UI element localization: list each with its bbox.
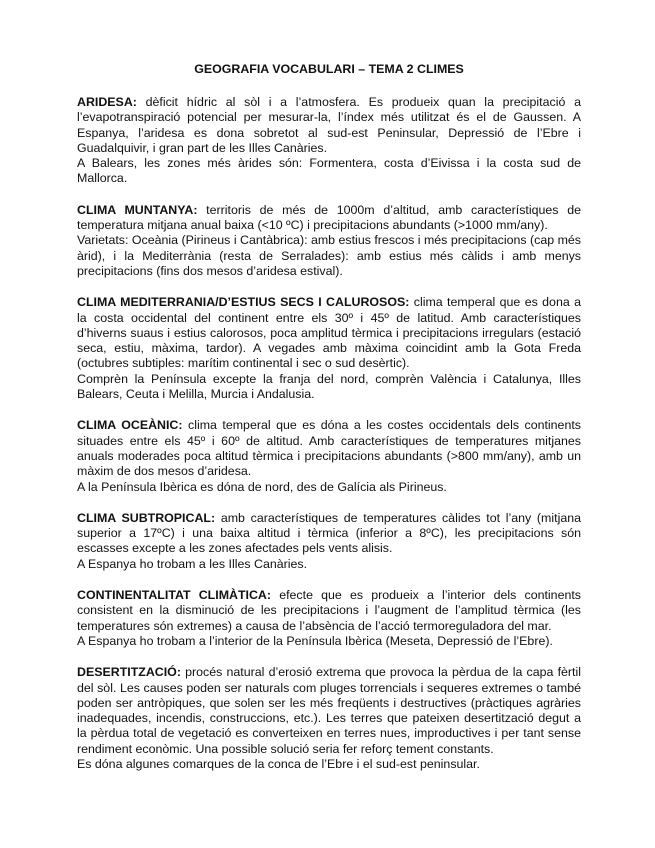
- entry-aridesa: [77, 95, 581, 187]
- entry-definition-paragraph: [77, 588, 581, 634]
- entry-desertitzacio: [77, 665, 581, 772]
- entry-definition: dèficit hídric al sòl i a l’atmosfera. Es produeix quan la precipitació a l’evapotranspiració potencial per mesurar-la, l’índex més utilitzat és el de Gaussen. A Espanya, l’aridesa es dona sobretot al sud-est Peninsular, Depressió de l’Ebre i Guadalquivir, i gran part de les Illes Canàries.: [77, 95, 581, 155]
- entry-definition: clima temperal que es dóna a les costes occidentals dels continents situades entre els 45º i 60º de altitud. Amb característiques de temperatures mitjanes anuals moderades poca altitud tèrmica i precipitacions abundants (>800 mm/any), amb un màxim de dos mesos d’aridesa.: [77, 418, 581, 479]
- entry-term: DESERTITZACIÓ:: [77, 665, 181, 680]
- entry-note: A Balears, les zones més àrides són: Formentera, costa d’Eivissa i la costa sud de Mallorca.: [77, 156, 581, 186]
- entry-note: A Espanya ho trobam a les Illes Canàries.: [77, 556, 308, 571]
- entry-definition-paragraph: [77, 665, 581, 757]
- entry-term: CONTINENTALITAT CLIMÀTICA:: [77, 588, 272, 603]
- entry-note: A la Península Ibèrica es dóna de nord, des de Galícia als Pirineus.: [77, 479, 447, 494]
- entry-term: ARIDESA:: [77, 95, 137, 109]
- entry-note: Es dóna algunes comarques de la conca de l’Ebre i el sud-est peninsular.: [77, 756, 480, 771]
- entry-term: CLIMA OCEÀNIC:: [77, 418, 183, 433]
- entry-term: CLIMA MUNTANYA:: [77, 202, 198, 217]
- entry-definition-paragraph: [77, 95, 581, 156]
- entry-clima-oceanic: [77, 418, 581, 494]
- entry-definition-paragraph: [77, 511, 581, 557]
- entry-definition-paragraph: [77, 418, 581, 479]
- entry-definition: procés natural d’erosió extrema que provoca la pèrdua de la capa fèrtil del sòl. Les causes poden ser naturals com pluges torrencials i sequeres extremes o també poden ser antròpiques, que solen ser les més freqüents i destructives (pràctiques agràries inadequades, incendis, construccions, etc.). Les terres que pateixen desertització degut a la pèrdua total de vegetació es converteixen en terres nues, improductives i per tant sense rendiment econòmic. Una possible solució seria fer reforç tement constants.: [77, 665, 581, 756]
- entry-clima-muntanya: [77, 203, 581, 279]
- entry-note: A Espanya ho trobam a l’interior de la Península Ibèrica (Meseta, Depressió de l’Ebre).: [77, 633, 553, 648]
- entry-definition-paragraph: [77, 295, 581, 371]
- entry-note: Comprèn la Península excepte la franja del nord, comprèn València i Catalunya, Illes Balears, Ceuta i Melilla, Murcia i Andalusia.: [77, 371, 581, 402]
- entry-continentalitat-climatica: [77, 588, 581, 649]
- entry-term: CLIMA MEDITERRANIA/D’ESTIUS SECS I CALUROSOS:: [77, 295, 410, 310]
- entry-definition-paragraph: [77, 203, 581, 234]
- entry-definition: efecte que es produeix a l’interior dels continents consistent en la disminució de les precipitacions i l’augment de l’amplitud tèrmica (les temperatures són extremes) a causa de l’absència de l’acció termoreguladora del mar.: [77, 588, 581, 633]
- entry-clima-subtropical: [77, 511, 581, 572]
- entry-note: Varietats: Oceània (Pirineus i Cantàbrica): amb estius frescos i més precipitacions (cap més àrid), i la Mediterrània (resta de Serralades): amb estius més càlids i amb menys precipitacions (fins dos mesos d’aridesa estival).: [77, 233, 581, 278]
- entry-definition: amb característiques de temperatures càlides tot l’any (mitjana superior a 17ºC) i una baixa altitud i tèrmica (inferior a 8ºC), les precipitacions són escasses excepte a les zones afectades pels vents alisis.: [77, 510, 582, 556]
- entry-definition: territoris de més de 1000m d’altitud, amb característiques de temperatura mitjana anual baixa (<10 ºC) i precipitacions abundants (>1000 mm/any).: [77, 202, 581, 233]
- entry-definition: clima temperal que es dona a la costa occidental del continent entre els 30º i 45º de latitud. Amb característiques d’hiverns suaus i estius calorosos, poca amplitud tèrmica i precipitacions irregulars (estació seca, estiu, màxima, tardor). A vegades amb màxima coincidint amb la Gota Freda (octubres subtiples: marítim continental i sec o sud desèrtic).: [77, 295, 581, 371]
- document-page: [77, 61, 581, 788]
- document-title: GEOGRAFIA VOCABULARI – TEMA 2 CLIMES: [194, 62, 464, 76]
- entry-term: CLIMA SUBTROPICAL:: [77, 510, 216, 525]
- entry-clima-mediterrania: [77, 295, 581, 402]
